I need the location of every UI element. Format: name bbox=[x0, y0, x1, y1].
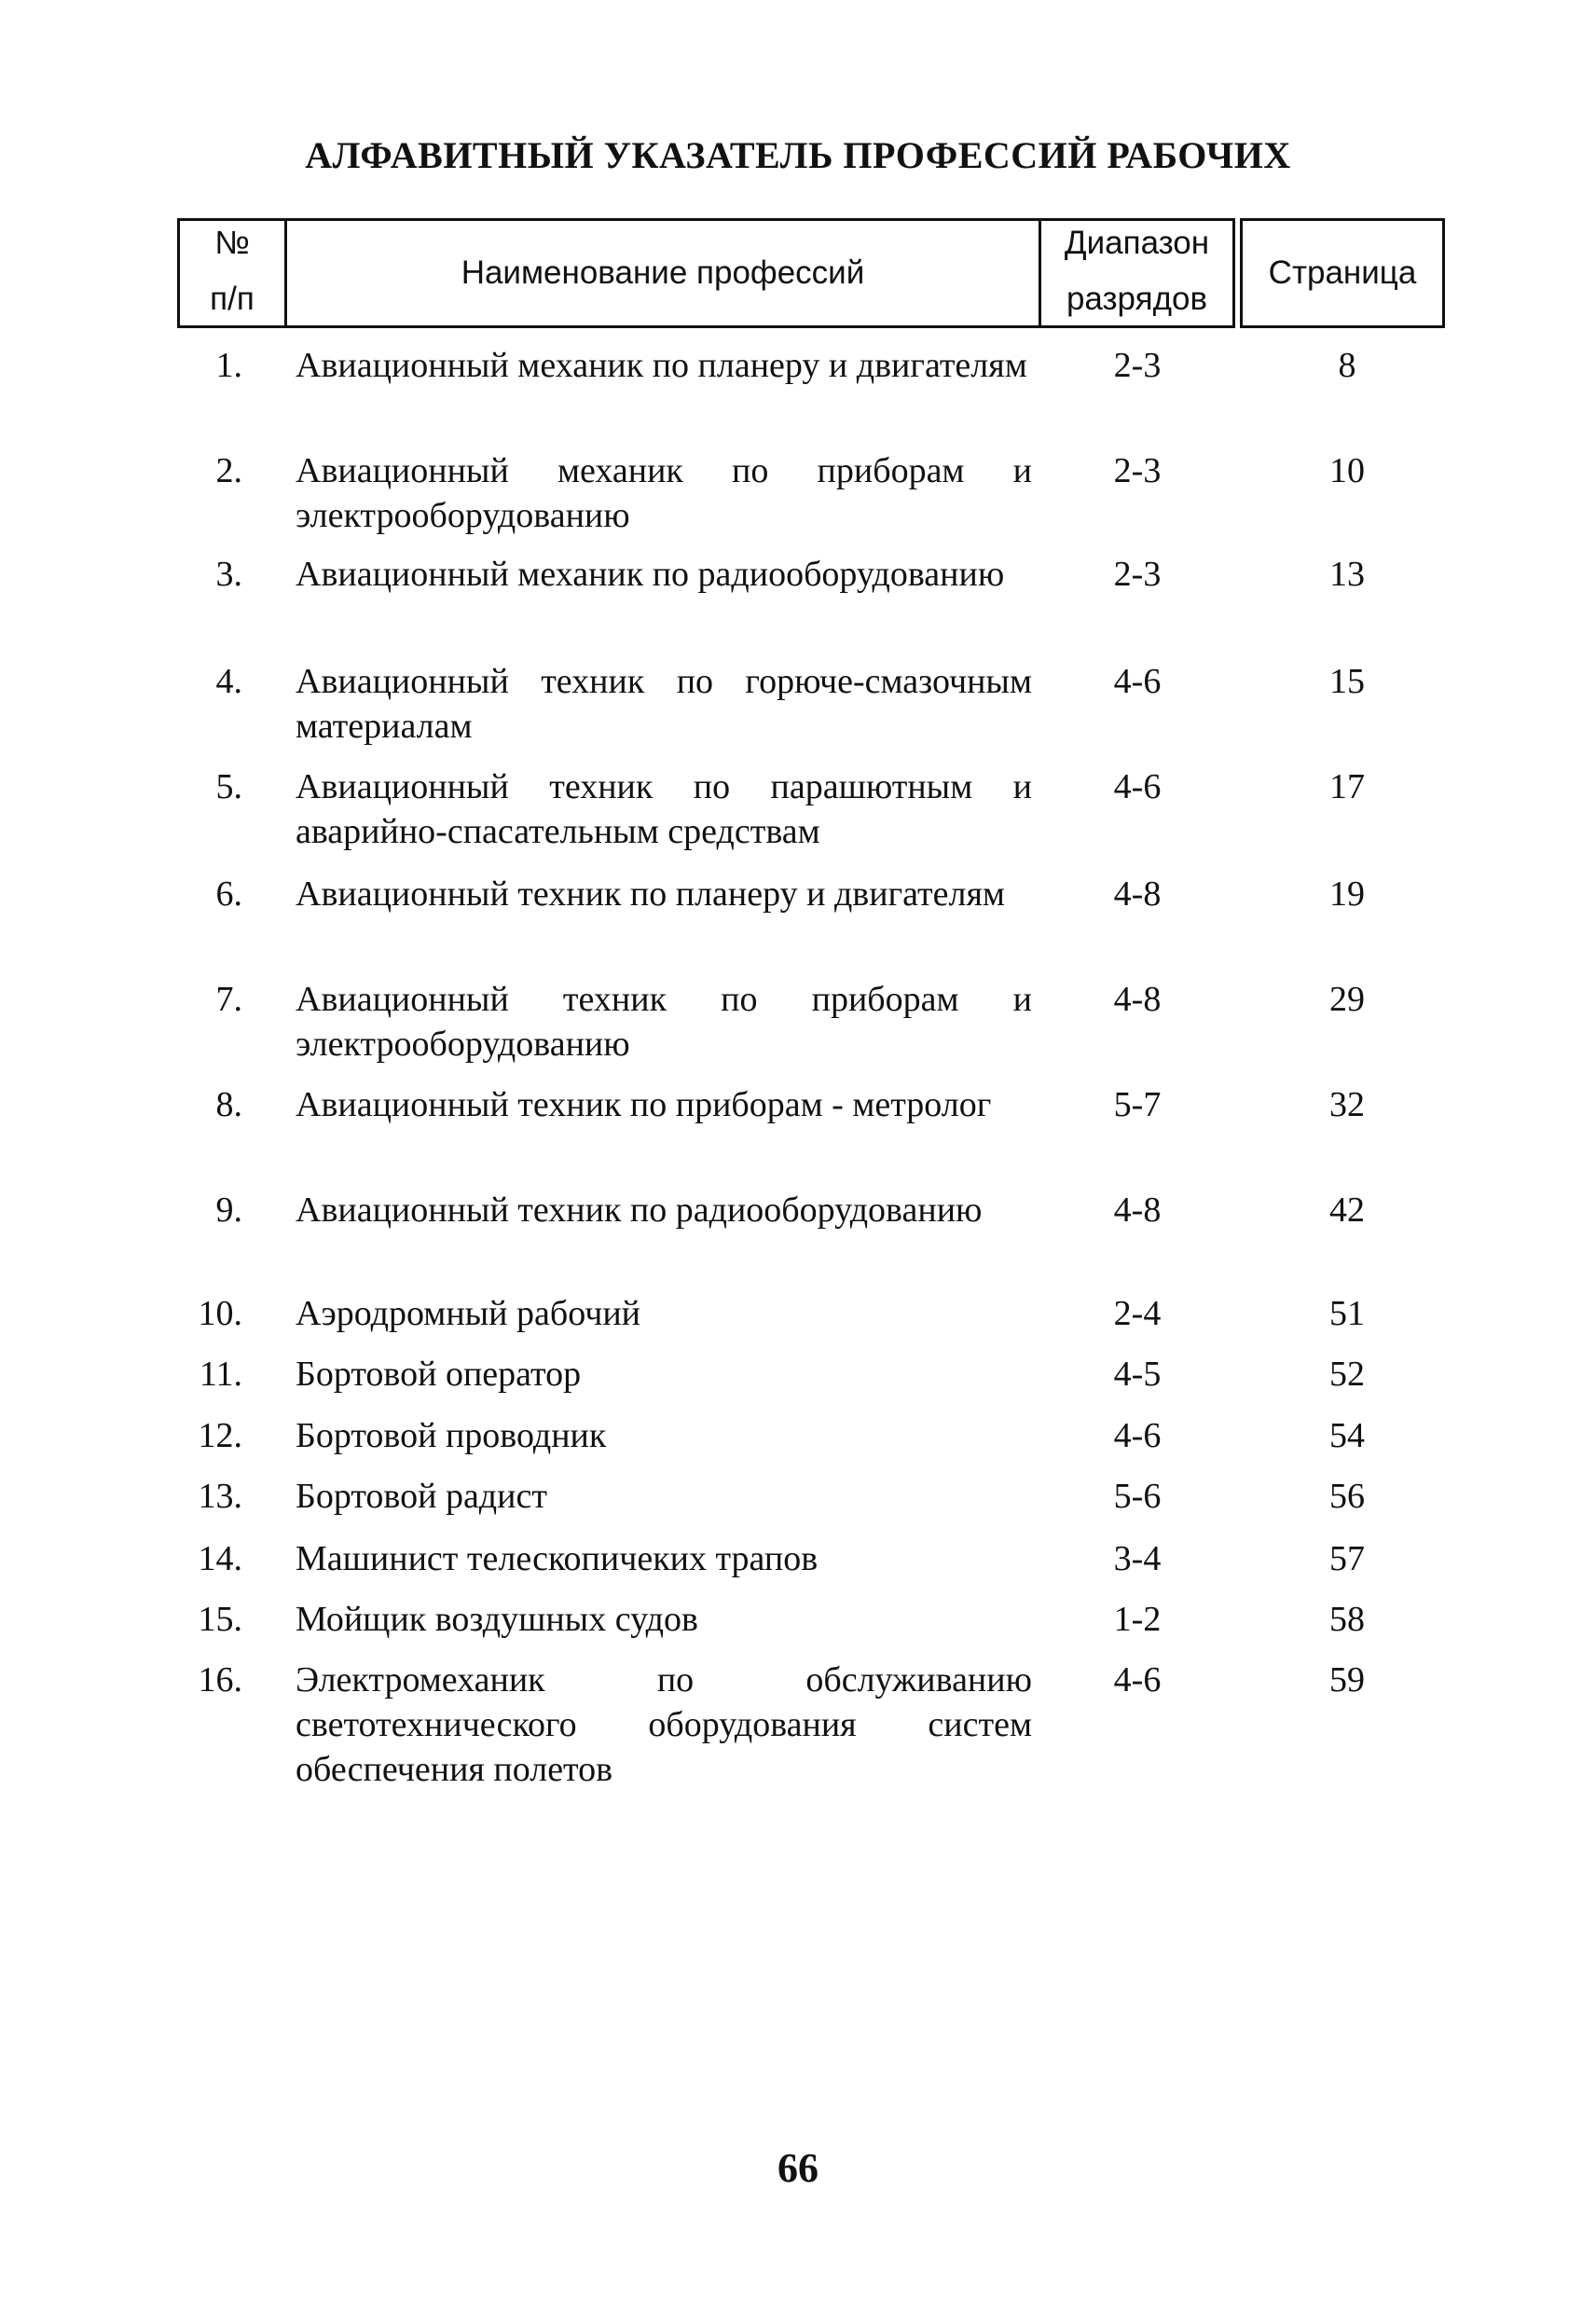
page-ref: 51 bbox=[1329, 1294, 1365, 1333]
grade-range: 1-2 bbox=[1113, 1600, 1162, 1639]
page-ref: 59 bbox=[1329, 1660, 1365, 1700]
header-page: Страница bbox=[1268, 255, 1417, 291]
grade-range: 3-4 bbox=[1113, 1539, 1162, 1578]
grade-range: 4-6 bbox=[1113, 1416, 1162, 1455]
header-name: Наименование профессий bbox=[461, 255, 865, 291]
page-ref: 56 bbox=[1329, 1477, 1365, 1516]
row-number: 13. bbox=[198, 1477, 242, 1516]
header-range-line2: разрядов bbox=[1066, 281, 1208, 317]
page-ref: 13 bbox=[1329, 555, 1365, 594]
profession-name: Авиационный механик по планеру и двигателям bbox=[296, 346, 1027, 385]
header-num-line1: № bbox=[214, 225, 250, 261]
profession-name: Авиационный техник по парашютным и аварийно-спасательным средствам bbox=[296, 767, 1032, 851]
profession-name: Авиационный техник по горюче-смазочным материалам bbox=[296, 662, 1032, 746]
profession-name: Бортовой радист bbox=[296, 1477, 547, 1516]
row-number: 1. bbox=[215, 346, 242, 385]
profession-name: Авиационный механик по приборам и электрооборудованию bbox=[296, 451, 1032, 535]
row-number: 5. bbox=[215, 767, 242, 806]
table-row bbox=[0, 1082, 1596, 1176]
page-title: АЛФАВИТНЫЙ УКАЗАТЕЛЬ ПРОФЕССИЙ РАБОЧИХ bbox=[305, 134, 1291, 176]
header-num-line2: п/п bbox=[210, 281, 255, 317]
profession-name: Авиационный техник по радиооборудованию bbox=[296, 1190, 983, 1230]
grade-range: 4-8 bbox=[1113, 1190, 1162, 1230]
table-row bbox=[0, 343, 1596, 436]
row-number: 14. bbox=[198, 1539, 242, 1578]
table-row bbox=[0, 872, 1596, 965]
page-ref: 52 bbox=[1329, 1355, 1365, 1394]
grade-range: 5-6 bbox=[1113, 1477, 1162, 1516]
page-ref: 54 bbox=[1329, 1416, 1365, 1455]
table-row bbox=[0, 977, 1596, 1070]
grade-range: 4-8 bbox=[1113, 980, 1162, 1019]
row-number: 3. bbox=[215, 555, 242, 594]
grade-range: 5-7 bbox=[1113, 1085, 1162, 1124]
table-row bbox=[0, 1188, 1596, 1281]
row-number: 16. bbox=[198, 1660, 242, 1700]
profession-name: Электромеханик по обслуживанию светотехнического оборудования систем обеспечения полетов bbox=[296, 1660, 1032, 1789]
table-row bbox=[0, 448, 1596, 542]
row-number: 10. bbox=[198, 1294, 242, 1333]
grade-range: 4-8 bbox=[1113, 874, 1162, 914]
profession-name: Авиационный механик по радиооборудованию bbox=[296, 555, 1005, 594]
page-ref: 32 bbox=[1329, 1085, 1365, 1124]
page-ref: 57 bbox=[1329, 1539, 1365, 1578]
header-range-line1: Диапазон bbox=[1064, 225, 1210, 261]
grade-range: 4-6 bbox=[1113, 767, 1162, 806]
row-number: 8. bbox=[215, 1085, 242, 1124]
page-ref: 42 bbox=[1329, 1190, 1365, 1230]
table-row bbox=[0, 1658, 1596, 1797]
profession-name: Аэродромный рабочий bbox=[296, 1294, 641, 1333]
table-row bbox=[0, 659, 1596, 752]
page-ref: 10 bbox=[1329, 451, 1365, 490]
profession-name: Бортовой проводник bbox=[296, 1416, 607, 1455]
page-number: 66 bbox=[777, 2145, 819, 2191]
page-ref: 15 bbox=[1329, 662, 1365, 701]
grade-range: 2-3 bbox=[1113, 555, 1162, 594]
profession-name: Авиационный техник по приборам и электрооборудованию bbox=[296, 980, 1032, 1064]
row-number: 11. bbox=[199, 1355, 242, 1394]
profession-name: Машинист телескопичеких трапов bbox=[296, 1539, 819, 1578]
page-ref: 19 bbox=[1329, 874, 1365, 914]
page-ref: 58 bbox=[1329, 1600, 1365, 1639]
table-row bbox=[0, 764, 1596, 858]
row-number: 6. bbox=[215, 874, 242, 914]
profession-name: Мойщик воздушных судов bbox=[296, 1600, 698, 1639]
row-number: 7. bbox=[215, 980, 242, 1019]
grade-range: 2-3 bbox=[1113, 451, 1162, 490]
row-number: 12. bbox=[198, 1416, 242, 1455]
profession-name: Авиационный техник по планеру и двигателям bbox=[296, 874, 1005, 914]
page-ref: 17 bbox=[1329, 767, 1365, 806]
row-number: 4. bbox=[215, 662, 242, 701]
row-number: 2. bbox=[215, 451, 242, 490]
row-number: 9. bbox=[215, 1190, 242, 1230]
row-number: 15. bbox=[198, 1600, 242, 1639]
grade-range: 2-4 bbox=[1113, 1294, 1162, 1333]
profession-name: Авиационный техник по приборам - метролог bbox=[296, 1085, 992, 1124]
grade-range: 4-6 bbox=[1113, 662, 1162, 701]
profession-name: Бортовой оператор bbox=[296, 1355, 582, 1394]
page-ref: 8 bbox=[1338, 346, 1356, 385]
page-ref: 29 bbox=[1329, 980, 1365, 1019]
grade-range: 4-5 bbox=[1113, 1355, 1162, 1394]
grade-range: 4-6 bbox=[1113, 1660, 1162, 1700]
table-row bbox=[0, 552, 1596, 645]
grade-range: 2-3 bbox=[1113, 346, 1162, 385]
